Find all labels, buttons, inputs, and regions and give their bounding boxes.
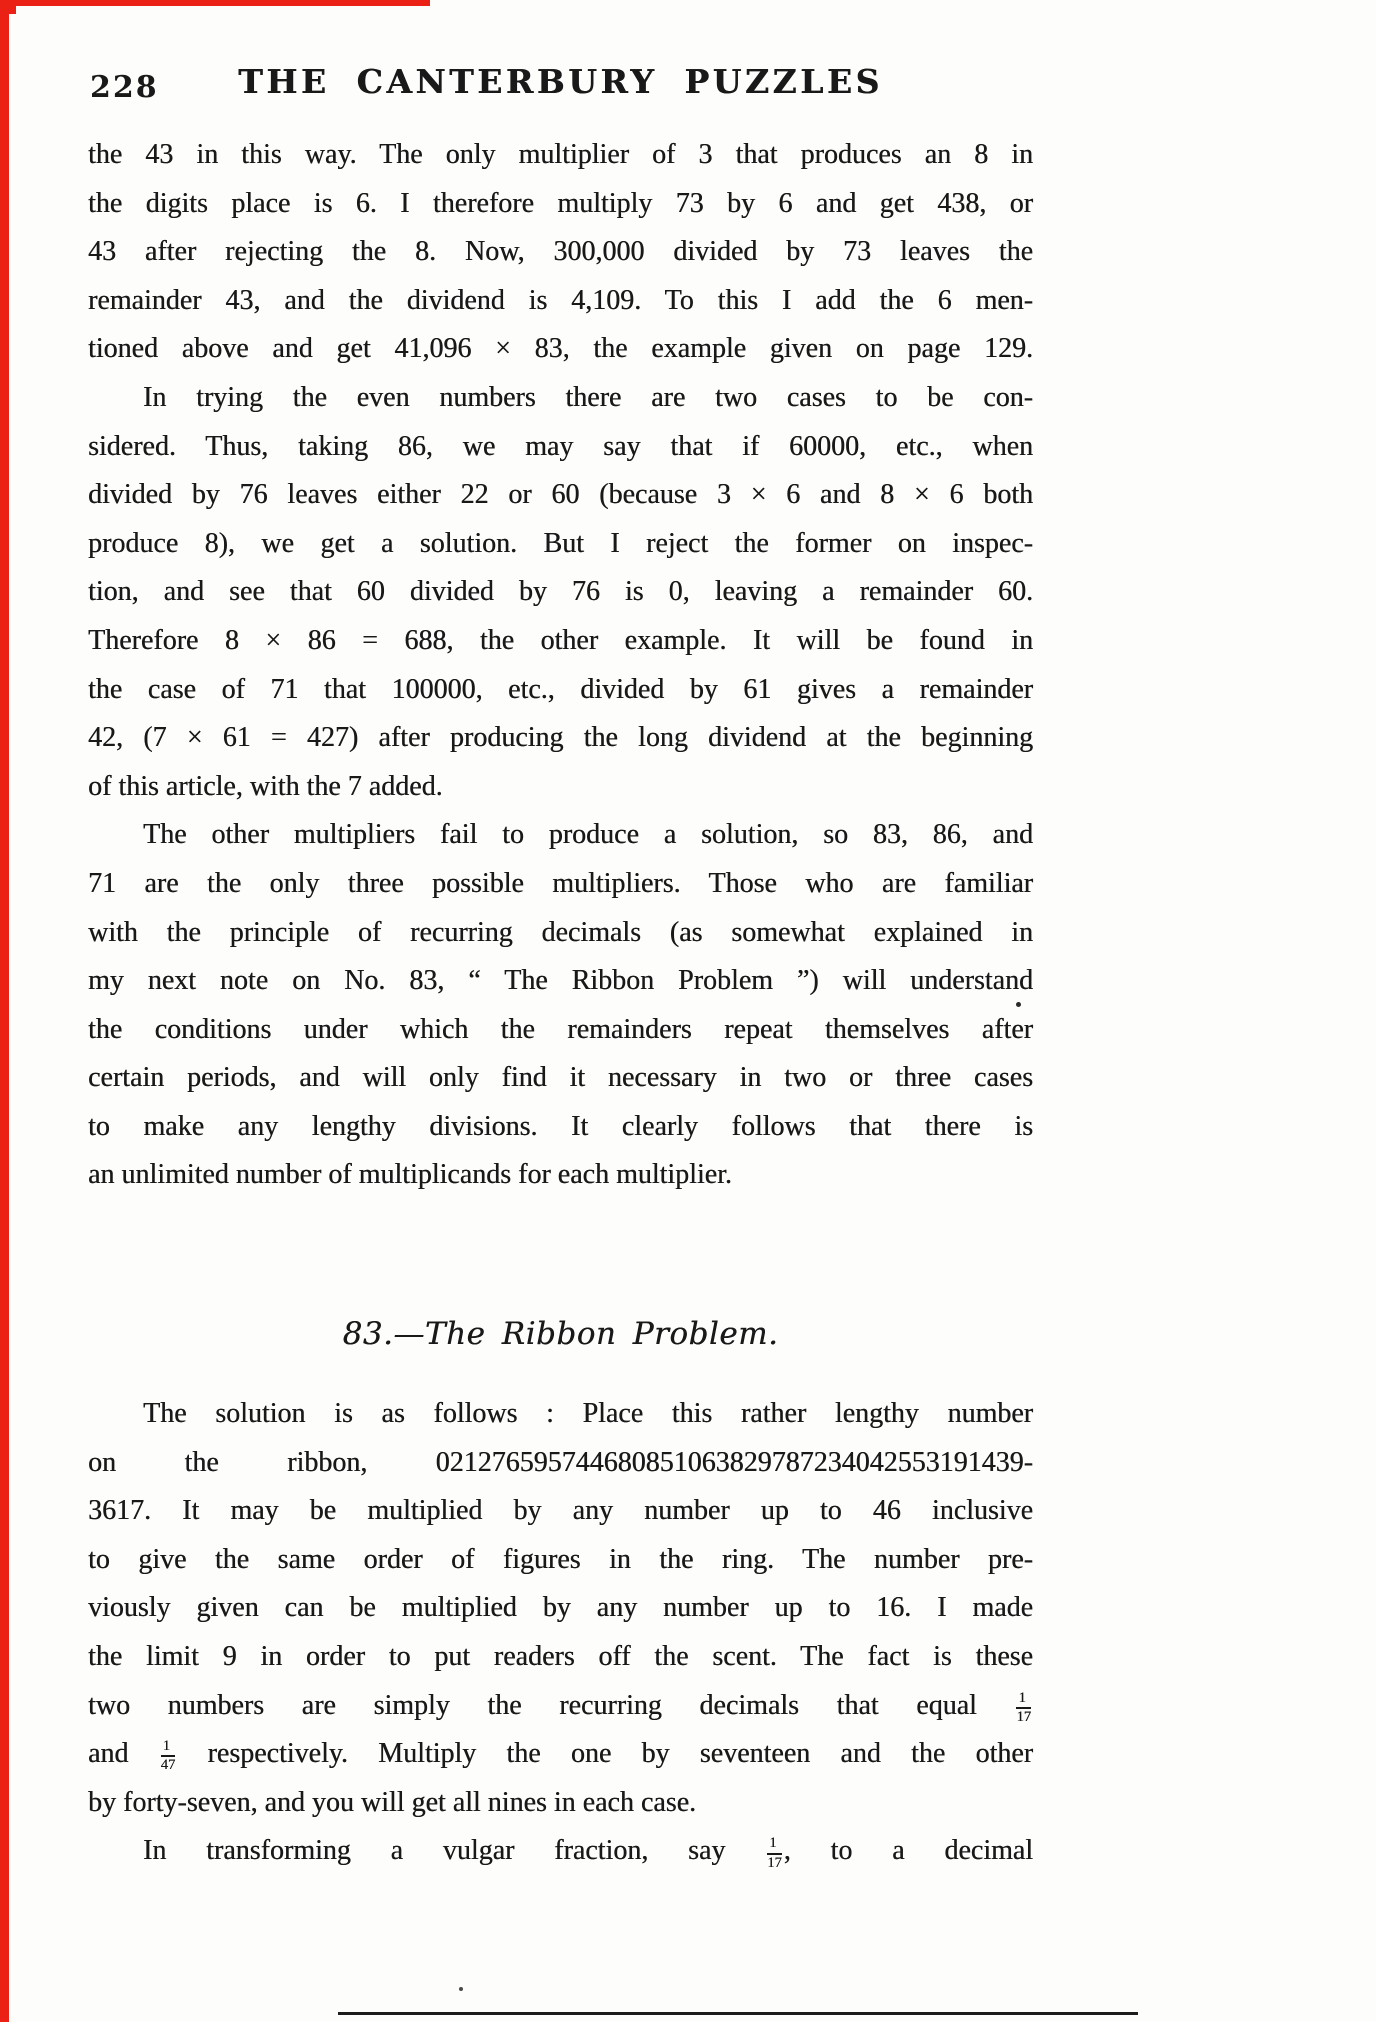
text-line-with-fraction xyxy=(88,1682,1033,1731)
text-line: the limit 9 in order to put readers off the scent. The fact is these xyxy=(88,1640,1033,1672)
text-line: certain periods, and will only find it necessary in two or three cases xyxy=(88,1062,1033,1094)
line-text: respectively. Multiply the one by seventeen and the other xyxy=(207,1738,1034,1770)
page-number: 228 xyxy=(90,70,159,105)
fraction-one-fortyseventh: $\frac{1}{47}$ xyxy=(160,1738,176,1774)
text-line: 42, (7 × 61 = 427) after producing the long dividend at the beginning xyxy=(88,722,1033,754)
line-text: In transforming a vulgar fraction, say xyxy=(143,1835,726,1867)
text-line: 3617. It may be multiplied by any number up to 46 inclusive xyxy=(88,1495,1033,1527)
fraction-one-seventeenth: $\frac{1}{17}$ xyxy=(1016,1689,1032,1725)
text-line: divided by 76 leaves either 22 or 60 (because 3 × 6 and 8 × 6 both xyxy=(88,479,1033,511)
line-text: two numbers are simply the recurring decimals that equal xyxy=(88,1689,977,1721)
text-line: the conditions under which the remainders repeat themselves after xyxy=(88,1013,1033,1045)
text-line-with-fraction xyxy=(88,1827,1033,1876)
scan-edge-corner xyxy=(0,0,16,14)
fraction-one-seventeenth: $\frac{1}{17}$ xyxy=(767,1835,782,1871)
main-text-block xyxy=(88,131,1033,1200)
solution-text-block xyxy=(88,1390,1033,1876)
text-line: The solution is as follows : Place this rather lengthy number xyxy=(143,1398,1033,1429)
text-line: produce 8), we get a solution. But I reject the former on inspec- xyxy=(88,527,1033,559)
book-title: THE CANTERBURY PUZZLES xyxy=(238,62,883,101)
paragraph-4 xyxy=(88,1390,1033,1827)
section-heading: 83.—The Ribbon Problem. xyxy=(342,1316,779,1352)
text-line: 43 after rejecting the 8. Now, 300,000 divided by 73 leaves the xyxy=(88,236,1033,268)
text-line: of this article, with the 7 added. xyxy=(88,770,443,802)
text-line: viously given can be multiplied by any number up to 16. I made xyxy=(88,1592,1033,1624)
text-line: remainder 43, and the dividend is 4,109. To this I add the 6 men- xyxy=(88,284,1033,316)
paragraph-2 xyxy=(88,374,1033,811)
text-line: an unlimited number of multiplicands for each multiplier. xyxy=(88,1159,732,1191)
text-line: sidered. Thus, taking 86, we may say that if 60000, etc., when xyxy=(88,430,1033,462)
page-header xyxy=(88,62,1033,112)
paragraph-1 xyxy=(88,131,1033,374)
line-text: and xyxy=(88,1738,129,1770)
paragraph-3 xyxy=(88,811,1033,1200)
line-text: , to a decimal xyxy=(783,1835,1033,1867)
text-line: tion, and see that 60 divided by 76 is 0, leaving a remainder 60. xyxy=(88,576,1033,608)
text-line: on the ribbon, 021276595744680851063829787234042553191439- xyxy=(88,1446,1033,1478)
scan-edge-top xyxy=(0,0,430,6)
text-line: to give the same order of figures in the ring. The number pre- xyxy=(88,1543,1033,1575)
text-line: In trying the even numbers there are two cases to be con- xyxy=(143,381,1033,413)
text-line: The other multipliers fail to produce a solution, so 83, 86, and xyxy=(143,819,1033,851)
text-line: with the principle of recurring decimals (as somewhat explained in xyxy=(88,916,1033,948)
scan-bottom-edge xyxy=(338,2012,1138,2015)
text-line: to make any lengthy divisions. It clearly follows that there is xyxy=(88,1110,1033,1142)
paragraph-5 xyxy=(88,1827,1033,1876)
text-line-with-fraction xyxy=(88,1730,1033,1779)
text-line: the digits place is 6. I therefore multiply 73 by 6 and get 438, or xyxy=(88,187,1033,219)
scan-edge-left xyxy=(0,0,9,2022)
scan-speck xyxy=(459,1987,463,1991)
text-line: the case of 71 that 100000, etc., divided by 61 gives a remainder xyxy=(88,673,1033,705)
text-line: my next note on No. 83, “ The Ribbon Problem ”) will understand xyxy=(88,965,1033,997)
scan-speck xyxy=(1016,1002,1021,1007)
text-line: tioned above and get 41,096 × 83, the example given on page 129. xyxy=(88,333,1033,365)
text-line: 71 are the only three possible multipliers. Those who are familiar xyxy=(88,867,1033,899)
text-line: by forty-seven, and you will get all nines in each case. xyxy=(88,1786,697,1818)
text-line: Therefore 8 × 86 = 688, the other example. It will be found in xyxy=(88,624,1033,656)
text-line: the 43 in this way. The only multiplier of 3 that produces an 8 in xyxy=(88,139,1033,170)
